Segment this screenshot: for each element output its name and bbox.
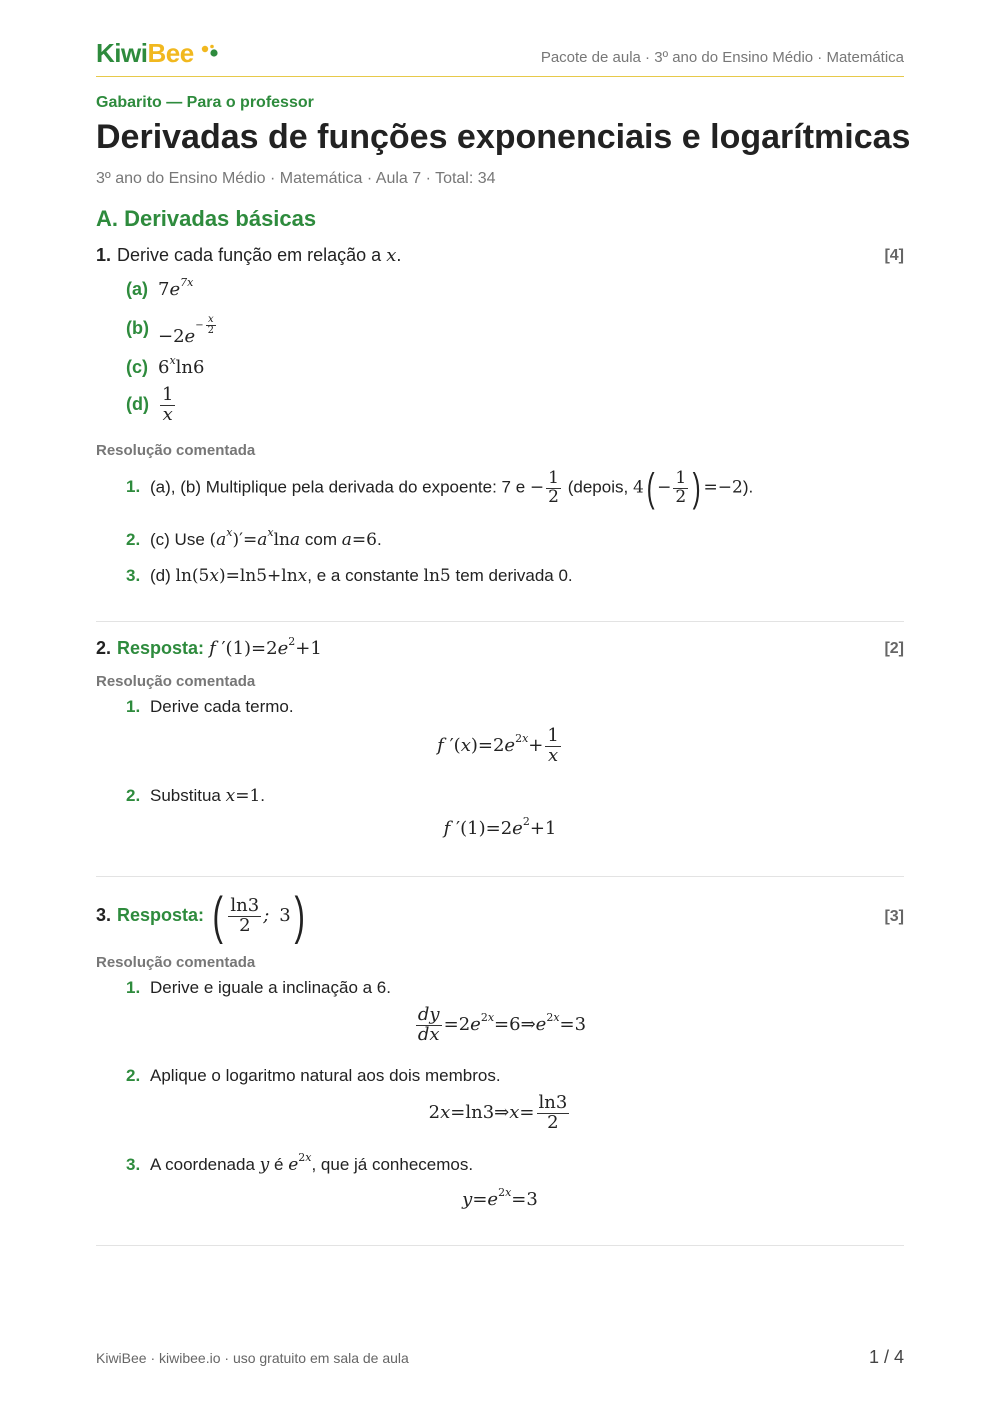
q2-step-2: 2. Substitua x=1. <box>126 786 266 806</box>
question-1-marks: [4] <box>884 247 904 264</box>
page-subtitle: 3º ano do Ensino Médio · Matemática · Aula 7 · Total: 34 <box>96 170 496 187</box>
page-header <box>96 36 904 77</box>
q1-resolution-label: Resolução comentada <box>96 442 256 459</box>
question-1-part-c: (c) 6$^x$ln6 <box>126 354 205 378</box>
q1-step-1: 1. (a), (b) Multiplique pela derivada do expoente: 7 e − $\frac{1}{2}$ (depois, 4( − $\frac{1}{2}$ ) =−2). <box>126 466 754 510</box>
divider <box>96 876 904 877</box>
q2-resolution-label: Resolução comentada <box>96 673 256 690</box>
q3-equation-1: $\frac{dy}{dx}$ $=2e^{2x}=6\Rightarrow e^{2x}=3$ <box>417 1004 587 1045</box>
kiwibee-logo: KiwiBee <box>96 38 194 69</box>
section-a-heading: A. Derivadas básicas <box>96 206 317 231</box>
question-1-part-b: (b) −2e− $\frac{x}{2}$ <box>126 313 214 347</box>
divider <box>96 621 904 622</box>
q3-step-1: 1. Derive e iguale a inclinação a 6. <box>126 978 391 997</box>
q1-step-2: 2. (c) Use $(a^x)'=a^x\ln a$ com a=6. <box>126 526 382 550</box>
q3-step-3: 3. A coordenada y é $e^{2x}$, que já conhecemos. <box>126 1151 474 1175</box>
header-breadcrumb: Pacote de aula · 3º ano do Ensino Médio · Matemática <box>540 49 904 66</box>
q3-equation-2: 2x=ln3⇒x= $\frac{\ln 3}{2}$ <box>428 1092 568 1133</box>
q3-resolution-label: Resolução comentada <box>96 954 256 971</box>
footer-credit: KiwiBee · kiwibee.io · uso gratuito em sala de aula <box>96 1350 409 1366</box>
question-3: 3. Resposta: ( $\frac{\ln 3}{2}$ ; 3) [3] <box>96 887 904 945</box>
worksheet-page <box>96 0 911 1413</box>
q2-step-1: 1. Derive cada termo. <box>126 697 294 716</box>
page-title: Derivadas de funções exponenciais e logarítmicas <box>96 118 911 156</box>
q2-equation-1: f $'(x)=2e^{2x}+$ $\frac{1}{x}$ <box>437 725 559 766</box>
question-1: 1. Derive cada função em relação a x. [4] <box>96 245 904 266</box>
question-1-part-a: (a) $7e^{7x}$ <box>126 276 194 300</box>
q3-step-2: 2. Aplique o logaritmo natural aos dois membros. <box>126 1066 501 1085</box>
answer-key-label: Gabarito — Para o professor <box>96 94 314 111</box>
page-number: 1 / 4 <box>868 1347 904 1367</box>
question-3-marks: [3] <box>884 908 904 925</box>
question-2-marks: [2] <box>884 640 904 657</box>
question-1-part-d: (d) $\frac{1}{x}$ <box>126 384 174 425</box>
divider <box>96 1245 904 1246</box>
logo-dots-icon <box>200 44 220 58</box>
question-2: 2. Resposta: f $'(1)=2e^2+1$ [2] <box>96 635 904 659</box>
q1-step-3: 3. (d) ln(5x)=ln5+lnx, e a constante ln5 tem derivada 0. <box>126 566 573 586</box>
q3-equation-3: $y=e^{2x}=3$ <box>462 1186 538 1210</box>
q2-equation-2: f $'(1)=2e^2+1$ <box>443 815 557 839</box>
